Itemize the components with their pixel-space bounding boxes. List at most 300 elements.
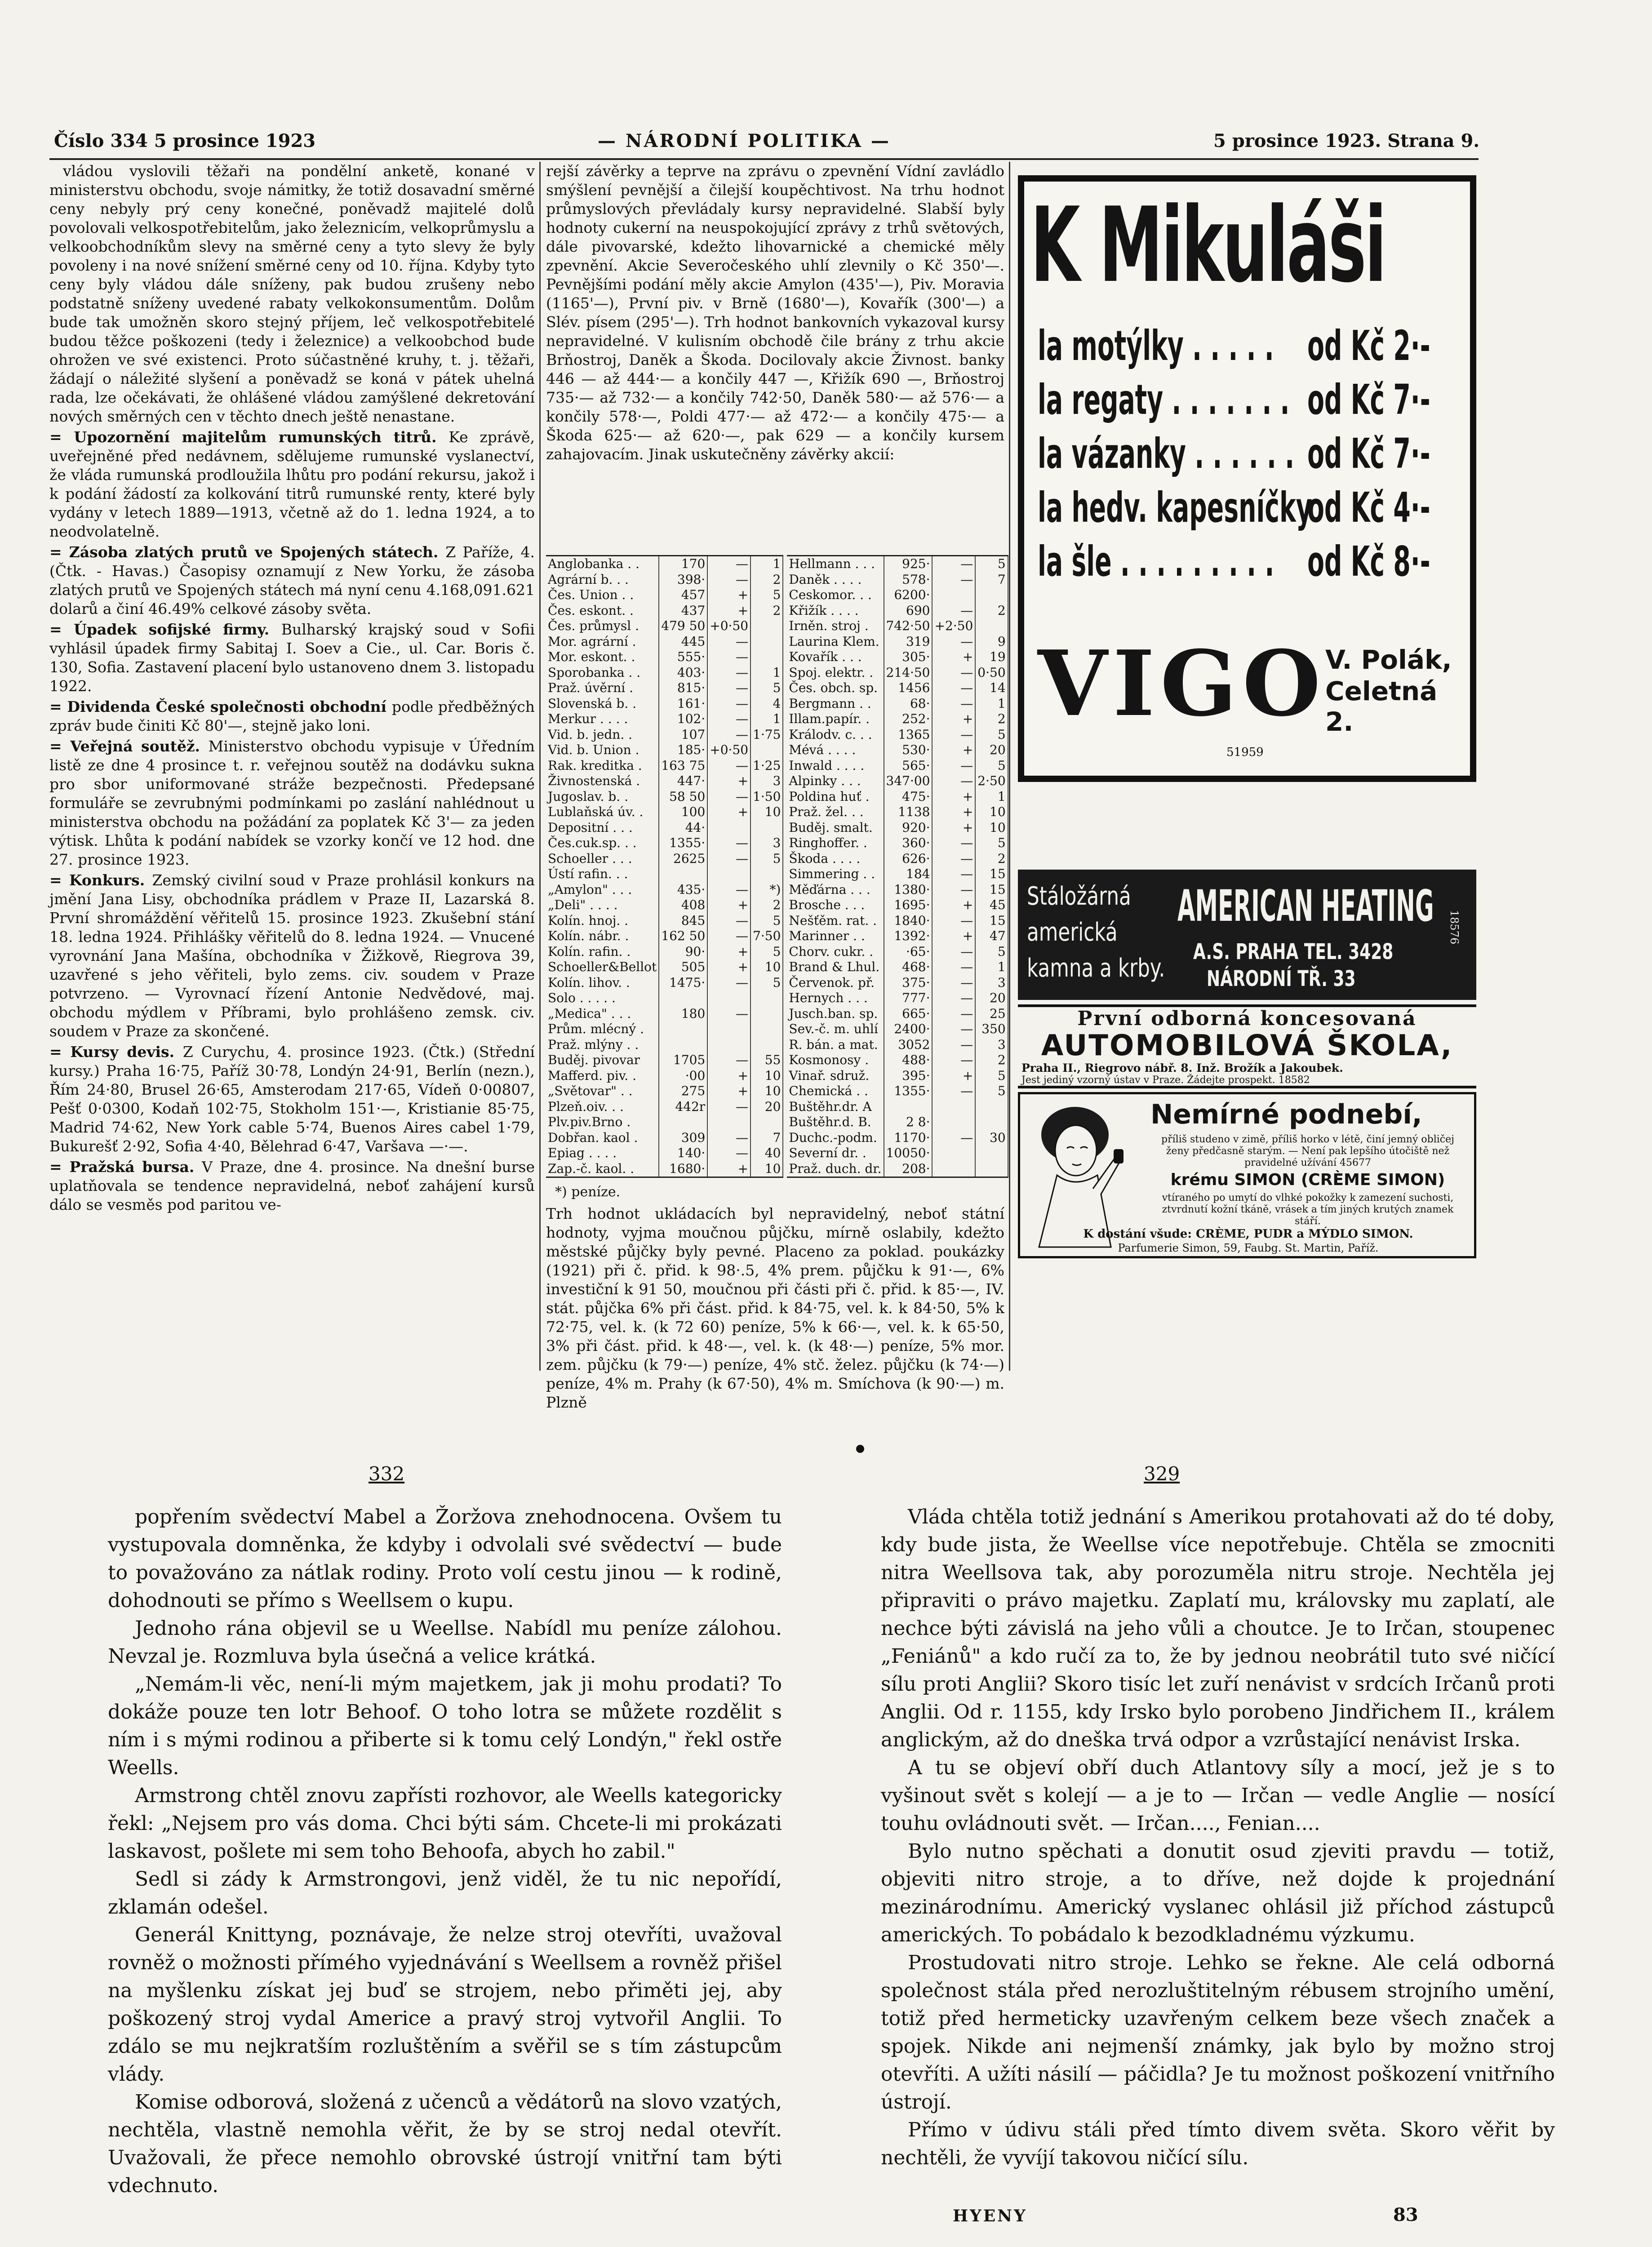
- stock-row: [787, 1052, 1008, 1068]
- stock-sign: [707, 866, 751, 882]
- stock-row: [546, 711, 783, 727]
- stock-price: 305·: [884, 649, 933, 665]
- stock-name: Kosmonosy .: [787, 1052, 884, 1068]
- stock-name: Buděj. smalt.: [787, 820, 884, 836]
- ad-mikulas-code: 51959: [1226, 746, 1264, 759]
- stock-change: 1: [975, 959, 1008, 975]
- ad-simon-body2: vtíraného po umytí do vlhké pokožky k zamezení suchosti, ztvrdnutí kožní tkáně, vrásek a tím jiných krutých znamek stáří.: [1162, 1192, 1454, 1227]
- book-paragraph: popřením svědectví Mabel a Žoržova znehodnocena. Ovšem tu vystupovala domněnka, že kdyby i odvolali své svědectví — bude to považováno za nátlak rodiny. Proto volí cestu jinou — k rodině, dohodnouti se přímo s Weellsem o kupu.: [108, 1505, 782, 1612]
- ad-american-heating: [1018, 870, 1476, 1000]
- stock-change: 5: [975, 835, 1008, 851]
- stock-change: 5: [975, 1068, 1008, 1084]
- stock-price: 488·: [884, 1052, 933, 1068]
- ad-simon-title: Nemírné podnebí,: [1150, 1099, 1422, 1130]
- stock-sign: +: [707, 773, 751, 789]
- stock-row: [546, 1006, 783, 1022]
- stock-sign: —: [707, 711, 751, 727]
- news-item-heading: = Upozornění majitelům rumunských titrů.: [49, 428, 449, 446]
- stock-sign: —: [932, 556, 975, 572]
- stock-sign: —: [932, 975, 975, 991]
- stock-row: [546, 742, 783, 758]
- stock-price: [659, 990, 707, 1006]
- stock-price: 626·: [884, 851, 933, 867]
- stock-price: ·65·: [884, 944, 933, 960]
- stock-change: 1: [751, 711, 783, 727]
- book-paragraph: „Nemám-li věc, není-li mým majetkem, jak ji mohu prodati? To dokáže pouze ten lotr Behoof. O toho lotra se můžete rozdělit s ním i s mými rodinou a přiberte si k tomu celý Londýn," řekl ostře Weells.: [108, 1673, 782, 1779]
- stock-table-left: [546, 555, 783, 1178]
- stock-row: [546, 727, 783, 743]
- stock-sign: —: [932, 572, 975, 588]
- stock-price: 457: [659, 587, 707, 603]
- book-paragraph: Přímo v údivu stáli před tímto divem světa. Skoro věřit by nechtěli, že vyvíjí takovou ničící sílu.: [881, 2118, 1555, 2169]
- stock-price: 845: [659, 913, 707, 929]
- stock-price: 479 50: [659, 618, 707, 634]
- stock-price: [659, 866, 707, 882]
- stock-row: [546, 1021, 783, 1037]
- stock-price: 398·: [659, 572, 707, 588]
- book-page-number-right: 329: [1144, 1463, 1180, 1485]
- ad-mikulas-line: la vázanky . . . . . . od Kč 7·-: [1038, 430, 1430, 478]
- stock-sign: +: [707, 1084, 751, 1099]
- stock-price: 445: [659, 634, 707, 650]
- stock-row: [546, 680, 783, 696]
- news-item: [49, 1158, 535, 1214]
- ad-vigo-address: Celetná 2.: [1325, 676, 1438, 737]
- stock-row: [787, 789, 1008, 805]
- book-paragraph: Prostudovati nitro stroje. Lehko se řekne. Ale celá odborná společnost stála před nerozluštitelným rébusem strojního umění, totiž před hermeticky uzavřeným celkem beze všech značek a spojek. Nikde ani nejmenší známky, jak bylo by možno stroj otevříti. A užíti násilí — páčidla? Je tu možnost poškození vnitřního ústrojí.: [881, 1951, 1555, 2114]
- stock-name: Čes. průmysl .: [546, 618, 659, 634]
- header-rule: [49, 158, 1479, 160]
- stock-change: 20: [975, 990, 1008, 1006]
- stock-name: Schoeller . . .: [546, 851, 659, 867]
- stock-sign: +2·50: [932, 618, 975, 634]
- stock-sign: —: [707, 975, 751, 991]
- stock-sign: —: [707, 1052, 751, 1068]
- stock-name: Chemická . .: [787, 1084, 884, 1099]
- stock-name: Laurina Klem.: [787, 634, 884, 650]
- stock-price: 925·: [884, 556, 933, 572]
- stock-price: 920·: [884, 820, 933, 836]
- stock-row: [546, 1130, 783, 1146]
- stock-price: 742·50: [884, 618, 933, 634]
- bonds-report: Trh hodnot ukládacích byl nepravidelný, neboť státní hodnoty, vyjma moučnou půjčku, mírně oslabily, kdežto městské půjčky byly pevné. Placeno za poklad. poukázky (1921) při č. přid. k 98·.5, 4% prem. půjčku k 91·—, 6% investiční k 91 50, moučnou při části při č. přid. k 85·—, IV. stát. půjčka 6% při část. přid. k 84·75, vel. k. k 84·50, 5% k 72·75, vel. k. (k 72 60) peníze, 5% k 66·—, vel. k. k 65·50, 3% při část. přid. k 48·—, vel. k. (k 48·—) peníze, 5% mor. zem. půjčku (k 79·—) peníze, 4% stč. želez. půjčku (k 74·—) peníze, 4% m. Prahy (k 67·50), 4% m. Smíchova (k 90·—) m. Plzně: [546, 1205, 1004, 1411]
- stock-name: Rak. kreditka .: [546, 758, 659, 774]
- stock-sign: +: [932, 820, 975, 836]
- bursa-report: rejší závěrky a teprve na zprávu o zpevnění Vídní zavládlo smýšlení pevnější a čilejší koupěchtivost. Na trhu hodnot průmyslových převládaly kursy nepravidelné. Slabší byly hodnoty cukerní na neuspokojující zprávy z trhů světových, dále pivovarské, kdežto lihovarnické a chemické měly zpevnění. Akcie Severočeského uhlí zlevnily o Kč 350'—. Pevnějšími podání měly akcie Amylon (435'—), Piv. Moravia (1165'—), První piv. v Brně (1680'—), Kovařík (300'—) a Slév. písem (295'—). Trh hodnot bankovních vykazoval kursy nepravidelné. V kulisním obchodě čile brány z trhu akcie Brňostroj, Daněk a Škoda. Docilovaly akcie Živnost. banky 446 — až 444·— a končily 447 —, Křižík 690 —, Brňostroj 735·— až 732·— a končily 742·50, Daněk 580·— až 576·— a končily 578·—, Poldi 477·— až 472·— a končily 475·— a Škoda 625·— až 620·—, pak 629 — a končily kursem zahajovacím. Jinak uskutečněny závěrky akcií:: [546, 162, 1004, 463]
- stock-sign: —: [707, 851, 751, 867]
- stock-change: 3: [975, 1037, 1008, 1053]
- stock-sign: [932, 1161, 975, 1177]
- stock-price: 815·: [659, 680, 707, 696]
- stock-row: [787, 618, 1008, 634]
- stock-row: [546, 913, 783, 929]
- stock-change: 15: [975, 913, 1008, 929]
- stock-row: [787, 649, 1008, 665]
- stock-row: [546, 587, 783, 603]
- stock-change: 7·50: [751, 928, 783, 944]
- stock-row: [787, 928, 1008, 944]
- stock-change: [751, 618, 783, 634]
- stock-change: 5: [975, 727, 1008, 743]
- stock-name: Čes.cuk.sp. . .: [546, 835, 659, 851]
- stock-sign: —: [707, 727, 751, 743]
- news-item-heading: = Úpadek sofijské firmy.: [49, 621, 281, 638]
- ad-mikulas-line: la šle . . . . . . . . . od Kč 8·-: [1038, 537, 1430, 586]
- ad-mikulas-title: K Mikuláši: [1030, 186, 1385, 306]
- stock-change: [751, 820, 783, 836]
- stock-name: Křižík . . . .: [787, 603, 884, 619]
- stock-name: Solo . . . . .: [546, 990, 659, 1006]
- stock-change: 7: [975, 572, 1008, 588]
- stock-row: [546, 820, 783, 836]
- stock-sign: —: [932, 959, 975, 975]
- book-paragraph: Armstrong chtěl znovu zapřísti rozhovor, ale Weells kategoricky řekl: „Nejsem pro vás doma. Chci býti sám. Chcete-li mi prokázati laskavost, pošlete mi sem toho Behoofa, abych ho zabil.": [108, 1784, 782, 1863]
- stock-name: Agrární b. . .: [546, 572, 659, 588]
- stock-name: Marinner . .: [787, 928, 884, 944]
- stock-price: 555·: [659, 649, 707, 665]
- stock-row: [546, 1084, 783, 1099]
- stock-row: [546, 835, 783, 851]
- stock-name: Daněk . . . .: [787, 572, 884, 588]
- stock-name: Mévá . . . .: [787, 742, 884, 758]
- stock-row: [546, 1115, 783, 1130]
- stock-change: 1: [975, 789, 1008, 805]
- stock-change: [751, 1037, 783, 1053]
- ad-mikulas-list: [1038, 322, 1465, 595]
- stock-sign: [932, 1146, 975, 1161]
- stock-name: Kolín. lihov. .: [546, 975, 659, 991]
- stock-name: Praž. mlýny . .: [546, 1037, 659, 1053]
- news-item: [49, 871, 535, 1041]
- stock-row: [787, 711, 1008, 727]
- stock-name: Severní dr. .: [787, 1146, 884, 1161]
- stock-name: Kolín. nábr. .: [546, 928, 659, 944]
- stock-sign: +: [707, 897, 751, 913]
- stock-sign: —: [932, 913, 975, 929]
- stock-name: Buštěhr.dr. A: [787, 1099, 884, 1115]
- stock-name: Sev.-č. m. uhlí: [787, 1021, 884, 1037]
- stock-price: 2625: [659, 851, 707, 867]
- stock-sign: —: [932, 866, 975, 882]
- stock-sign: [932, 1115, 975, 1130]
- stock-name: Inwald . . . .: [787, 758, 884, 774]
- book-text-left: [108, 1503, 782, 2197]
- stock-price: 1840·: [884, 913, 933, 929]
- stock-sign: [707, 1021, 751, 1037]
- stock-price: 395·: [884, 1068, 933, 1084]
- stock-change: 10: [975, 820, 1008, 836]
- stock-name: Alpinky . . .: [787, 773, 884, 789]
- stock-price: 468·: [884, 959, 933, 975]
- stock-change: 2·50: [975, 773, 1008, 789]
- stock-change: 20: [751, 1099, 783, 1115]
- stock-price: 408: [659, 897, 707, 913]
- stock-sign: —: [932, 680, 975, 696]
- stock-change: 19: [975, 649, 1008, 665]
- stock-change: 1: [751, 665, 783, 681]
- stock-sign: [707, 1115, 751, 1130]
- stock-price: 1355·: [884, 1084, 933, 1099]
- stock-name: Schoeller&Bellot: [546, 959, 659, 975]
- stock-row: [546, 1099, 783, 1115]
- stock-row: [546, 649, 783, 665]
- stock-sign: —: [707, 835, 751, 851]
- stock-price: 162 50: [659, 928, 707, 944]
- stock-name: Praž. duch. dr.: [787, 1161, 884, 1177]
- stock-change: 25: [975, 1006, 1008, 1022]
- stock-change: 47: [975, 928, 1008, 944]
- stock-change: [751, 1006, 783, 1022]
- stock-name: Dobřan. kaol .: [546, 1130, 659, 1146]
- stock-sign: —: [707, 634, 751, 650]
- stock-name: „Deli" . . . .: [546, 897, 659, 913]
- stock-change: [751, 1115, 783, 1130]
- stock-name: R. bán. a mat.: [787, 1037, 884, 1053]
- stock-change: 5: [975, 556, 1008, 572]
- stock-change: 2: [751, 572, 783, 588]
- stock-name: Ceskomor. . .: [787, 587, 884, 603]
- news-item: [49, 428, 535, 541]
- news-item-text: vládou vyslovili těžaři na pondělní anketě, konané v ministerstvu obchodu, svoje námitky, že totiž dosavadní směrné ceny nebyly prý ceny konečné, poněvadž majitelé dolů povolovali velkospotřebitelům, jako železnicím, velkoprůmyslu a velkoobchodníkům slevy na směrné ceny a tyto slevy že byly povoleny i na nové snížení směrné ceny od 10. října. Kdyby tyto ceny byly vládou dále sníženy, pak budou zrušeny nebo podstatně sníženy uvedené rabaty velkokonsumentům. Dolům bude tak umožněn skoro stejný příjem, leč velkospotřebitelé budou těžce poškozeni (tedy i železnice) a velkoobchod bude ohrožen ve své existenci. Proto súčastněné kruhy, t. j. těžaři, žádají o náležité slyšení a poněvadž se koná v pátek uhelná rada, lze očekávati, že ohlášené vládou zamýšlené dekretování nových směrných cen v těchto dnech ještě nenastane.: [49, 162, 535, 425]
- stock-sign: —: [707, 1006, 751, 1022]
- news-item-heading: = Dividenda České společnosti obchodní: [49, 698, 392, 715]
- stock-change: [975, 618, 1008, 634]
- news-item-heading: = Veřejná soutěž.: [49, 737, 209, 755]
- stock-sign: —: [932, 634, 975, 650]
- stock-change: *): [751, 882, 783, 898]
- header-issue: Číslo 334 5 prosince 1923: [54, 130, 316, 151]
- stock-change: 5: [751, 944, 783, 960]
- stock-name: Vid. b. jedn. .: [546, 727, 659, 743]
- stock-price: 90·: [659, 944, 707, 960]
- book-paragraph: Bylo nutno spěchati a donutit osud zjeviti pravdu — totiž, objeviti nitro stroje, a to dříve, než dojde k projednání mezinárodnímu. Americký vyslanec ohlásil již příchod zástupců amerických. To pobádalo k bezodkladnému výzkumu.: [881, 1840, 1555, 1946]
- stock-price: 505: [659, 959, 707, 975]
- stock-sign: —: [932, 1130, 975, 1146]
- stock-name: Hellmann . . .: [787, 556, 884, 572]
- stock-change: 3: [975, 975, 1008, 991]
- stock-price: 530·: [884, 742, 933, 758]
- stock-change: [975, 1146, 1008, 1161]
- stock-change: 10: [975, 804, 1008, 820]
- stock-change: 5: [975, 944, 1008, 960]
- stock-name: Chorv. cukr. .: [787, 944, 884, 960]
- stock-name: Mor. eskont. .: [546, 649, 659, 665]
- stock-row: [787, 587, 1008, 603]
- stock-sign: —: [707, 928, 751, 944]
- stock-change: 1: [751, 556, 783, 572]
- stock-price: 1170·: [884, 1130, 933, 1146]
- stock-name: Kovařík . . .: [787, 649, 884, 665]
- stock-change: [751, 1021, 783, 1037]
- stock-price: 252·: [884, 711, 933, 727]
- news-item: [49, 620, 535, 696]
- stock-price: 578·: [884, 572, 933, 588]
- stock-change: 45: [975, 897, 1008, 913]
- stock-price: 665·: [884, 1006, 933, 1022]
- stock-sign: —: [932, 835, 975, 851]
- stock-row: [546, 866, 783, 882]
- ad-heating-line2: NÁRODNÍ TŘ. 33: [1207, 966, 1356, 991]
- stock-change: 3: [751, 835, 783, 851]
- stock-change: 350: [975, 1021, 1008, 1037]
- stock-change: 40: [751, 1146, 783, 1161]
- stock-name: Slovenská b. .: [546, 696, 659, 712]
- stock-row: [787, 1161, 1008, 1177]
- stock-row: [787, 990, 1008, 1006]
- stock-row: [546, 804, 783, 820]
- ad-heating-brand: AMERICAN HEATING: [1177, 881, 1434, 931]
- header-masthead: — NÁRODNÍ POLITIKA —: [598, 130, 891, 151]
- stock-sign: —: [932, 851, 975, 867]
- stock-name: Simmering . .: [787, 866, 884, 882]
- news-item-text: Z Paříže, 4. (Čtk. - Havas.) Časopisy oznamují z New Yorku, že zásoba zlatých prutů ve Spojených státech má nyní cenu 4.168,091.621 dolarů a činí 46.49% celkové zásoby světa.: [49, 543, 535, 617]
- stock-row: [546, 944, 783, 960]
- stock-sign: —: [932, 1084, 975, 1099]
- stock-row: [546, 572, 783, 588]
- stock-price: 435·: [659, 882, 707, 898]
- stock-sign: —: [932, 603, 975, 619]
- stock-name: Poldina huť .: [787, 789, 884, 805]
- news-item-text: Bulharský krajský soud v Sofii vyhlásil úpadek firmy Sabitaj I. Soev a Cie., ul. Car. Boris č. 130, Sofia. Zastavení placení bylo ustanoveno dnem 3. listopadu 1922.: [49, 621, 535, 695]
- stock-price: 184: [884, 866, 933, 882]
- news-item-heading: = Kursy devis.: [49, 1043, 183, 1061]
- stock-name: Ústí rafin. . .: [546, 866, 659, 882]
- stock-price: 777·: [884, 990, 933, 1006]
- stock-name: Plzeň.oiv. . .: [546, 1099, 659, 1115]
- stock-price: 1365: [884, 727, 933, 743]
- stock-name: Brand & Lhul.: [787, 959, 884, 975]
- stock-sign: +0·50: [707, 742, 751, 758]
- stock-row: [787, 1099, 1008, 1115]
- stock-sign: —: [932, 773, 975, 789]
- stock-row: [787, 1084, 1008, 1099]
- stock-change: 5: [751, 913, 783, 929]
- ad-creme-simon: [1018, 1092, 1476, 1258]
- stock-change: [751, 634, 783, 650]
- stock-footnote: *) peníze.: [555, 1184, 621, 1200]
- stock-change: 5: [751, 975, 783, 991]
- stock-name: Hernych . . .: [787, 990, 884, 1006]
- stock-price: ·00: [659, 1068, 707, 1084]
- stock-change: 14: [975, 680, 1008, 696]
- stock-price: 180: [659, 1006, 707, 1022]
- stock-price: 161·: [659, 696, 707, 712]
- stock-change: 15: [975, 866, 1008, 882]
- news-item: [49, 697, 535, 735]
- stock-row: [546, 882, 783, 898]
- stock-row: [546, 1037, 783, 1053]
- stock-price: 44·: [659, 820, 707, 836]
- stock-price: 214·50: [884, 665, 933, 681]
- stock-change: 55: [751, 1052, 783, 1068]
- stock-sign: —: [707, 913, 751, 929]
- stock-sign: —: [707, 649, 751, 665]
- stock-row: [787, 851, 1008, 867]
- stock-change: 2: [975, 711, 1008, 727]
- stock-name: Bergmann . .: [787, 696, 884, 712]
- stock-change: 7: [751, 1130, 783, 1146]
- stock-change: 1: [975, 696, 1008, 712]
- stock-row: [546, 1161, 783, 1177]
- stock-price: 1380·: [884, 882, 933, 898]
- stock-price: 102·: [659, 711, 707, 727]
- book-footer-number: 83: [1393, 2204, 1418, 2225]
- ad-simon-body: příliš studeno v zimě, příliš horko v létě, činí jemný obličej ženy předčasně starým. — Není pak lepšího útočiště než pravidelné užívání 45677: [1161, 1134, 1454, 1168]
- stock-change: [751, 866, 783, 882]
- stock-sign: —: [932, 1037, 975, 1053]
- stock-price: 1392·: [884, 928, 933, 944]
- stock-row: [546, 603, 783, 619]
- stock-row: [787, 866, 1008, 882]
- ad-heating-left: Stáložárná americká kamna a krby.: [1027, 882, 1165, 983]
- stock-row: [787, 603, 1008, 619]
- ad-school-address: Praha II., Riegrovo nábř. 8. Inž. Brožík a Jakoubek.: [1021, 1061, 1343, 1075]
- ad-simon-product: krému SIMON (CRÈME SIMON): [1170, 1171, 1445, 1189]
- stock-sign: —: [932, 1006, 975, 1022]
- stock-price: [659, 1037, 707, 1053]
- news-item-text: Zemský civilní soud v Praze prohlásil konkurs na jmění Jana Lisy, obchodníka prádlem v Praze II, Lazarská 8. První shromáždění věřitelů 15. prosince 1923. Zkušební stání 18. ledna 1924. Přihlášky věřitelů do 8. ledna 1924. — Vnucené vyrovnání Jana Mašína, obchodníka v Žižkově, Riegrova 39, uzavřené s jeho věřiteli, bylo zems. civ. soudem v Praze potvrzeno. — Vyrovnací řízení Antonie Nedvědové, maj. obchodu mýdlem v Příbrami, bylo prohlášeno zemsk. civ. soudem v Praze za skončené.: [49, 871, 535, 1040]
- stock-price: 1695·: [884, 897, 933, 913]
- stock-row: [787, 758, 1008, 774]
- stock-row: [787, 975, 1008, 991]
- book-paragraph: Komise odborová, složená z učenců a vědátorů na slovo vzatých, nechtěla, vlastně nemohla věřit, že by se stroj nedal otevřít. Uvažovali, že přece nemohlo obrovské ústrojí vnitřní tam býti vdechnuto.: [108, 2091, 782, 2197]
- stock-name: Mafferd. piv. .: [546, 1068, 659, 1084]
- news-item-heading: = Konkurs.: [49, 871, 152, 889]
- news-item-text: Ministerstvo obchodu vypisuje v Úředním listě ze dne 4 prosince t. r. veřejnou soutěž na dodávku sukna pro sbor uniformované stráže bezpečnosti. Předepsané formuláře se zevrubnými podmínkami po zaslání nahlédnout u ministerstva obchodu na požádání za poplatek Kč 3'— za jeden výtisk. Lhůta k podání nabídek se vzorky končí ve 12 hod. dne 27. prosince 1923.: [49, 737, 535, 868]
- stock-change: [975, 1161, 1008, 1177]
- stock-row: [546, 758, 783, 774]
- stock-change: 2: [751, 897, 783, 913]
- stock-name: Kolín. rafin. .: [546, 944, 659, 960]
- stock-price: 208·: [884, 1161, 933, 1177]
- stock-row: [546, 634, 783, 650]
- book-paragraph: Vláda chtěla totiž jednání s Amerikou protahovati až do té doby, kdy bude jista, že Weellse více nepotřebuje. Chtěla se zmocniti nitra Weellsova tak, aby porozuměla nitru stroje. Nechtěla jej připraviti o právo majetku. Zaplatí mu, královsky mu zaplatí, ale nechce býti závislá na jeho vůli a choutce. Je to Irčan, stoupenec „Feniánů" a kdo ručí za to, že by jednou neobrátil tuto své ničící sílu proti Anglii? Skoro tisíc let zuří nenávist v srdcích Irčanů proti Anglii. Od r. 1155, kdy Irsko bylo porobeno Jindřichem II., králem anglickým, až do dneška trvá odpor a vzrůstající nenávist Irska.: [881, 1505, 1555, 1751]
- stock-row: [787, 944, 1008, 960]
- stock-name: „Světovar" . .: [546, 1084, 659, 1099]
- stock-price: 1705: [659, 1052, 707, 1068]
- stock-sign: —: [707, 680, 751, 696]
- stock-change: 5: [751, 587, 783, 603]
- stock-name: Ringhoffer. .: [787, 835, 884, 851]
- ad-simon-maker: Parfumerie Simon, 59, Faubg. St. Martin, Paříž.: [1118, 1242, 1379, 1254]
- stock-sign: +: [707, 944, 751, 960]
- stock-change: 2: [751, 603, 783, 619]
- book-paragraph: Sedl si zády k Armstrongovi, jenž viděl, že tu nic nepořídí, zklamán odešel.: [108, 1868, 782, 1918]
- stock-change: 20: [975, 742, 1008, 758]
- ad-school-title: AUTOMOBILOVÁ ŠKOLA,: [1041, 1029, 1453, 1062]
- stock-price: 1680·: [659, 1161, 707, 1177]
- stock-name: „Medica" . . .: [546, 1006, 659, 1022]
- stock-sign: +: [932, 1068, 975, 1084]
- stock-price: 163 75: [659, 758, 707, 774]
- ad-driving-school: [1018, 1004, 1476, 1088]
- stock-sign: —: [932, 1021, 975, 1037]
- stock-row: [787, 1115, 1008, 1130]
- book-page-number-left: 332: [369, 1463, 405, 1485]
- stock-change: 5: [751, 851, 783, 867]
- stock-name: Duchc.-podm.: [787, 1130, 884, 1146]
- stock-row: [787, 665, 1008, 681]
- book-paragraph: A tu se objeví obří duch Atlantovy síly a mocí, jež je s to vyšinout svět s kolejí — a je to — Irčan — vedle Anglie — nosící touhu ovládnouti svět. — Irčan...., Fenian....: [881, 1756, 1555, 1835]
- stock-change: 1·75: [751, 727, 783, 743]
- ad-vigo-brand: VIGO: [1038, 631, 1326, 737]
- stock-change: [751, 742, 783, 758]
- stock-sign: —: [707, 882, 751, 898]
- stock-row: [546, 789, 783, 805]
- stock-change: 10: [751, 1161, 783, 1177]
- stock-row: [546, 618, 783, 634]
- stock-name: Jusch.ban. sp.: [787, 1006, 884, 1022]
